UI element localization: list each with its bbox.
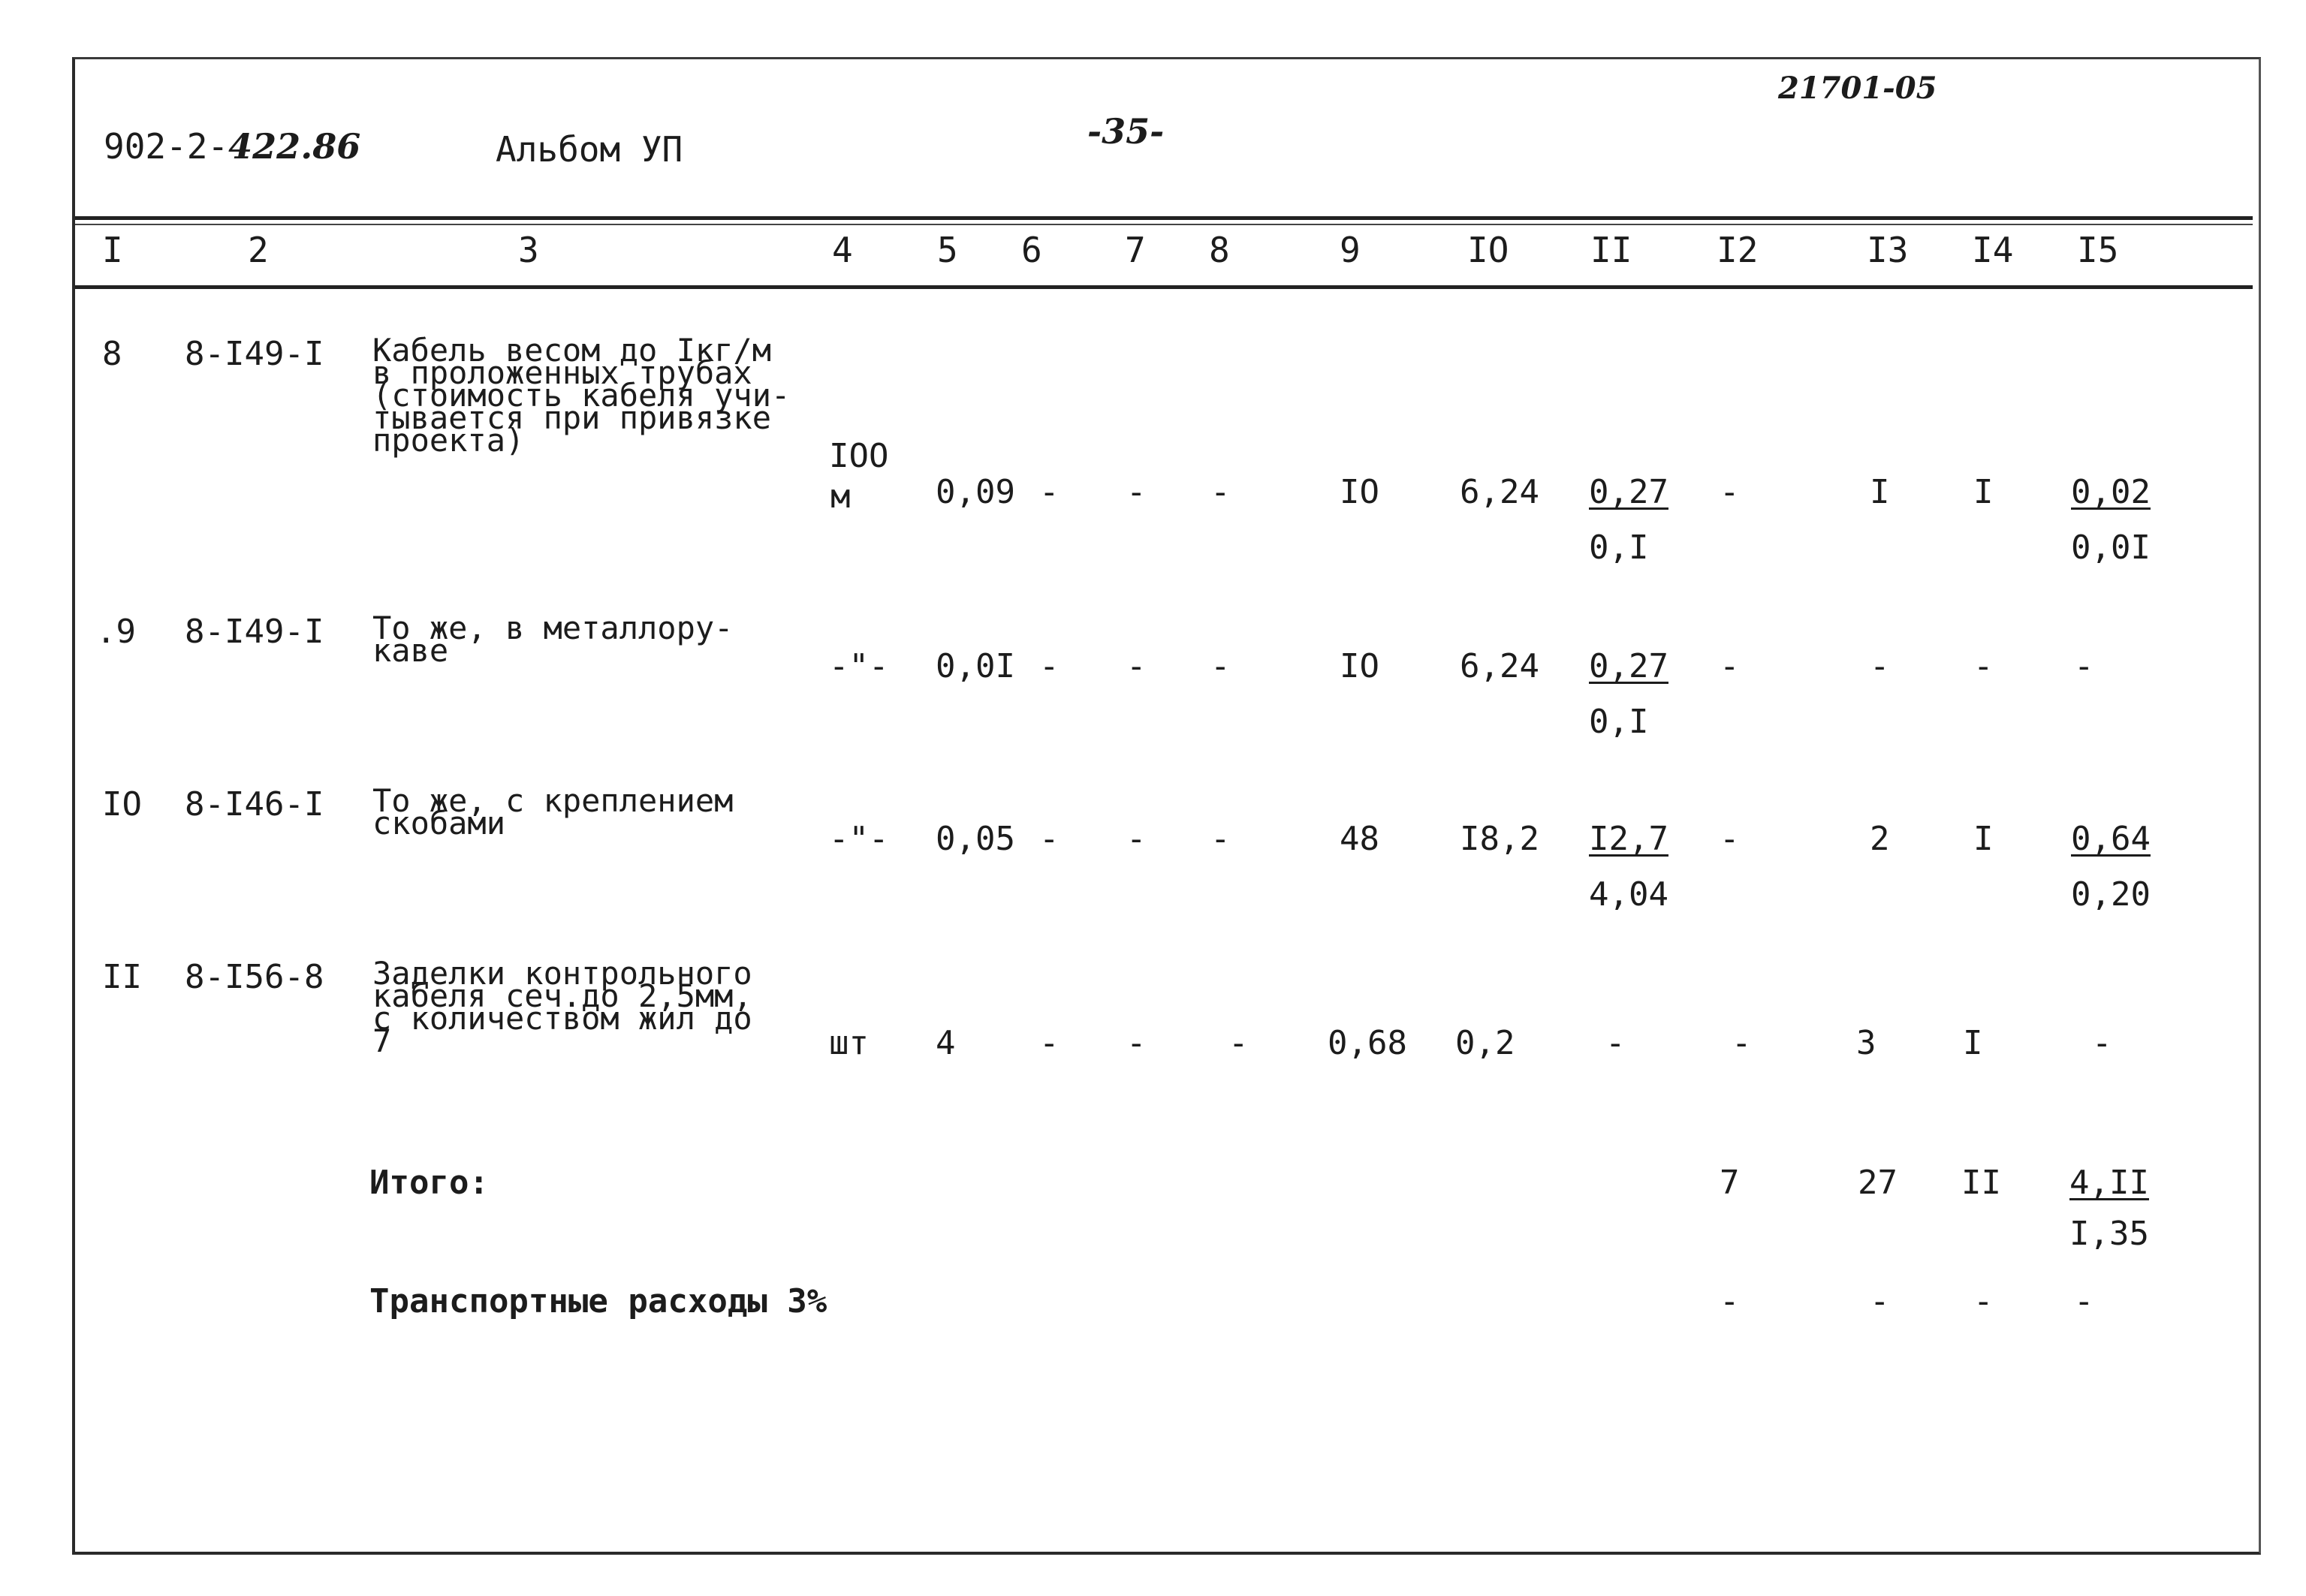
cell-col13: I (1870, 473, 1890, 511)
row-unit: м (830, 477, 851, 516)
cell-col8: - (1210, 473, 1231, 511)
column-number-4: 4 (832, 230, 853, 270)
cell-col8: - (1210, 820, 1231, 858)
cell-col5: 4 (936, 1024, 956, 1062)
cell-col10: 6,24 (1460, 473, 1539, 511)
row-code: 8-I49-I (185, 335, 324, 373)
cell-col9: 48 (1340, 820, 1379, 858)
cell-col11-numerator: 0,27 (1589, 473, 1668, 511)
cell-col11-numerator: 0,27 (1589, 647, 1668, 685)
cell-col14: I (1973, 473, 1994, 511)
cell-col11-denominator: 0,I (1589, 703, 1649, 741)
cell-col15-denominator: 0,0I (2071, 528, 2151, 567)
cell-col14: I (1973, 820, 1994, 858)
cell-col7: - (1126, 473, 1147, 511)
cell-col15: - (2092, 1024, 2112, 1062)
column-number-2: 2 (248, 230, 269, 270)
cell-col15: - (2074, 647, 2094, 685)
row-description: Заделки контрольного кабеля сеч.до 2,5мм, с количеством жил до 7 (372, 955, 752, 1059)
column-number-11: II (1590, 230, 1632, 270)
column-number-5: 5 (937, 230, 958, 270)
cell-col9: IO (1340, 647, 1379, 685)
row-code: 8-I56-8 (185, 958, 324, 996)
cell-col6: - (1039, 1024, 1060, 1062)
cell-col15-denominator: 0,20 (2071, 875, 2151, 914)
cell-col11-denominator: 4,04 (1589, 875, 1668, 914)
cell-col7: - (1126, 647, 1147, 685)
total-label: Итого: (369, 1164, 489, 1202)
page-number: -35- (1087, 111, 1165, 152)
column-number-14: I4 (1972, 230, 2014, 270)
cell-col13: - (1870, 647, 1890, 685)
cell-col12: - (1720, 647, 1740, 685)
transport-label: Транспортные расходы 3% (369, 1282, 827, 1320)
cell-col12: - (1720, 473, 1740, 511)
row-number: 8 (102, 335, 122, 373)
cell-col13: 2 (1870, 820, 1890, 858)
cell-col12: - (1720, 820, 1740, 858)
row-number: .9 (96, 613, 136, 651)
cell-col12: - (1732, 1024, 1752, 1062)
cell-col10: 6,24 (1460, 647, 1539, 685)
total-col15-denominator: I,35 (2069, 1215, 2149, 1253)
project-code-handwritten: 422.86 (228, 126, 361, 167)
row-number: II (102, 958, 142, 996)
transport-col13: - (1870, 1282, 1890, 1320)
row-description: Кабель весом до Iкг/м в проложенных трубах (стоимость кабеля учи- тывается при привязке проекта) (372, 332, 791, 459)
cell-col11: - (1605, 1024, 1626, 1062)
cell-col7: - (1126, 1024, 1147, 1062)
cell-col14: I (1963, 1024, 1983, 1062)
cell-col6: - (1039, 473, 1060, 511)
column-number-8: 8 (1209, 230, 1230, 270)
cell-col15-numerator: 0,02 (2071, 473, 2151, 511)
total-col13: 27 (1858, 1164, 1898, 1202)
column-number-6: 6 (1021, 230, 1042, 270)
cell-col8: - (1210, 647, 1231, 685)
column-number-10: IO (1467, 230, 1509, 270)
row-unit: -"- (829, 820, 889, 858)
column-number-7: 7 (1125, 230, 1146, 270)
cell-col9: IO (1340, 473, 1379, 511)
cell-col11-numerator: I2,7 (1589, 820, 1668, 858)
cell-col5: 0,0I (936, 647, 1015, 685)
total-col14: II (1961, 1164, 2001, 1202)
row-unit-qty: IOO (829, 437, 889, 475)
row-code: 8-I46-I (185, 785, 324, 824)
cell-col6: - (1039, 820, 1060, 858)
cell-col14: - (1973, 647, 1994, 685)
column-number-13: I3 (1867, 230, 1909, 270)
cell-col11-denominator: 0,I (1589, 528, 1649, 567)
row-unit: -"- (829, 647, 889, 685)
header-rule-bottom (75, 285, 2253, 289)
total-col15-numerator: 4,II (2069, 1164, 2149, 1202)
row-description: То же, в металлору- каве (372, 610, 734, 669)
row-code: 8-I49-I (185, 613, 324, 651)
project-code (104, 126, 360, 167)
total-col12: 7 (1720, 1164, 1740, 1202)
cell-col9: 0,68 (1328, 1024, 1407, 1062)
cell-col6: - (1039, 647, 1060, 685)
column-number-12: I2 (1717, 230, 1759, 270)
row-unit: шт (829, 1024, 869, 1062)
album-title: Альбом УП (496, 129, 683, 170)
header-rule-top (75, 216, 2253, 220)
cell-col5: 0,09 (936, 473, 1015, 511)
header-rule-top-thin (75, 224, 2253, 225)
cell-col15-numerator: 0,64 (2071, 820, 2151, 858)
column-number-3: 3 (518, 230, 539, 270)
transport-col14: - (1973, 1282, 1994, 1320)
cell-col8: - (1228, 1024, 1249, 1062)
cell-col10: 0,2 (1455, 1024, 1515, 1062)
transport-col12: - (1720, 1282, 1740, 1320)
column-number-15: I5 (2077, 230, 2119, 270)
row-number: IO (102, 785, 142, 824)
cell-col10: I8,2 (1460, 820, 1539, 858)
project-code-printed: 902-2- (104, 126, 229, 167)
cell-col5: 0,05 (936, 820, 1015, 858)
row-description: То же, с креплением скобами (372, 782, 734, 842)
cell-col13: 3 (1856, 1024, 1876, 1062)
cell-col7: - (1126, 820, 1147, 858)
column-number-1: I (102, 230, 123, 270)
column-number-9: 9 (1340, 230, 1361, 270)
stamp-number: 21701-05 (1778, 71, 1937, 106)
transport-col15: - (2074, 1282, 2094, 1320)
